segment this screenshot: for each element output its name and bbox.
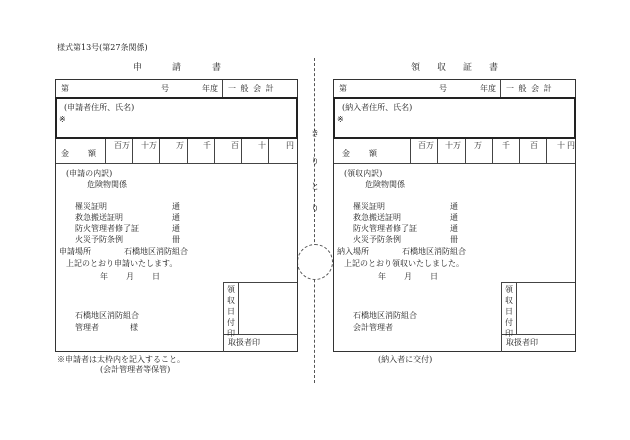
item-name: 救急搬送証明: [353, 213, 401, 222]
mark: ※: [59, 115, 66, 124]
divider: [492, 139, 493, 163]
fiscal-year: 年度: [480, 84, 496, 93]
item-name: 火災予防条例: [75, 235, 123, 244]
place-label: 申請場所: [59, 247, 91, 256]
item-unit: 通: [172, 213, 180, 222]
item-name: 火災予防条例: [353, 235, 401, 244]
divider: [159, 139, 160, 163]
amount-label-1: 金: [342, 149, 350, 158]
payer-label: (納入者住所、氏名): [342, 103, 413, 112]
amount-label-2: 額: [369, 149, 377, 158]
divider: [238, 282, 239, 334]
note-1: ※申請者は太枠内を記入すること。: [57, 355, 185, 364]
rcpt-title-char-2: 収: [437, 63, 447, 73]
row-no-suffix: 号: [161, 84, 169, 93]
divider: [501, 282, 502, 352]
unit-label: 円: [286, 141, 294, 150]
form-number: 様式第13号(第27条関係): [57, 43, 148, 52]
cut-char-4: り: [311, 204, 319, 213]
divider: [56, 163, 297, 164]
date-day: 日: [430, 272, 438, 281]
manager: 会計管理者: [353, 323, 393, 332]
unit-label: 十万: [141, 141, 157, 150]
divider: [222, 80, 223, 97]
org: 石橋地区消防組合: [353, 311, 417, 320]
item-unit: 冊: [450, 235, 458, 244]
rcpt-title-char-3: 証: [463, 63, 473, 73]
divider: [105, 139, 106, 163]
amount-label-2: 額: [88, 149, 96, 158]
note-2: (会計管理者等保管): [100, 365, 171, 374]
divider: [437, 139, 438, 163]
org: 石橋地区消防組合: [75, 311, 139, 320]
divider: [519, 139, 520, 163]
divider: [501, 282, 575, 283]
item-unit: 通: [172, 224, 180, 233]
applicant-label: (申請者住所、氏名): [64, 103, 135, 112]
item-name: 罹災証明: [353, 202, 385, 211]
item-unit: 通: [450, 224, 458, 233]
unit-label: 万: [474, 141, 482, 150]
content-label: (申請の内訳): [66, 169, 113, 178]
application-form: [55, 79, 298, 352]
divider: [334, 163, 575, 164]
item-unit: 冊: [172, 235, 180, 244]
rcpt-title-char-4: 書: [489, 63, 499, 73]
unit-label: 千: [203, 141, 211, 150]
cut-char-1: き: [311, 129, 319, 138]
account-type: 一 般 会 計: [506, 84, 553, 93]
row-no-prefix: 第: [339, 84, 347, 93]
honorific: 様: [130, 323, 138, 332]
unit-label: 百万: [114, 141, 130, 150]
content-label: (領収内訳): [344, 169, 383, 178]
manager: 管理者: [75, 323, 99, 332]
divider: [500, 80, 501, 97]
unit-label: 十: [258, 141, 266, 150]
divider: [241, 139, 242, 163]
date-day: 日: [152, 272, 160, 281]
unit-label: 百: [530, 141, 538, 150]
unit-label: 百万: [418, 141, 434, 150]
unit-label: 万: [176, 141, 184, 150]
receipt-note: (納入者に交付): [378, 355, 433, 364]
place-label: 納入場所: [337, 247, 369, 256]
statement: 上記のとおり領収いたしました。: [344, 259, 464, 268]
date-year: 年: [378, 272, 386, 281]
unit-label: 十: [557, 141, 565, 150]
divider: [214, 139, 215, 163]
category: 危険物関係: [87, 180, 127, 189]
statement: 上記のとおり申請いたします。: [66, 259, 178, 268]
fiscal-year: 年度: [202, 84, 218, 93]
app-title-char-3: 書: [212, 63, 222, 73]
amount-label-1: 金: [61, 149, 69, 158]
unit-label: 百: [231, 141, 239, 150]
date-month: 月: [404, 272, 412, 281]
item-unit: 通: [450, 202, 458, 211]
stamp-label: 領 収 日 付 印: [227, 285, 235, 338]
cut-char-2: り: [311, 157, 319, 166]
account-type: 一 般 会 計: [228, 84, 275, 93]
item-name: 防火管理者修了証: [353, 224, 417, 233]
unit-label: 十万: [445, 141, 461, 150]
stamp-label: 領 収 日 付 印: [505, 285, 513, 338]
divider: [268, 139, 269, 163]
date-month: 月: [126, 272, 134, 281]
item-unit: 通: [450, 213, 458, 222]
cut-line: [314, 58, 315, 383]
receipt-form: [333, 79, 576, 352]
app-title-char-1: 申: [133, 63, 143, 73]
item-name: 救急搬送証明: [75, 213, 123, 222]
divider: [223, 282, 297, 283]
row-no-suffix: 号: [439, 84, 447, 93]
divider: [465, 139, 466, 163]
divider: [546, 139, 547, 163]
mark: ※: [337, 115, 344, 124]
place: 石橋地区消防組合: [124, 247, 188, 256]
place: 石橋地区消防組合: [402, 247, 466, 256]
divider: [410, 139, 411, 163]
cut-char-3: と: [311, 182, 319, 191]
divider: [132, 139, 133, 163]
date-year: 年: [100, 272, 108, 281]
category: 危険物関係: [365, 180, 405, 189]
handler-label: 取扱者印: [506, 338, 538, 347]
unit-label: 千: [502, 141, 510, 150]
divider: [516, 282, 517, 334]
item-name: 罹災証明: [75, 202, 107, 211]
row-no-prefix: 第: [61, 84, 69, 93]
seal-circle: [297, 244, 333, 280]
item-unit: 通: [172, 202, 180, 211]
handler-label: 取扱者印: [228, 338, 260, 347]
rcpt-title-char-1: 領: [411, 63, 421, 73]
item-name: 防火管理者修了証: [75, 224, 139, 233]
divider: [223, 282, 224, 352]
unit-label: 円: [567, 141, 575, 150]
app-title-char-2: 請: [172, 63, 182, 73]
divider: [187, 139, 188, 163]
